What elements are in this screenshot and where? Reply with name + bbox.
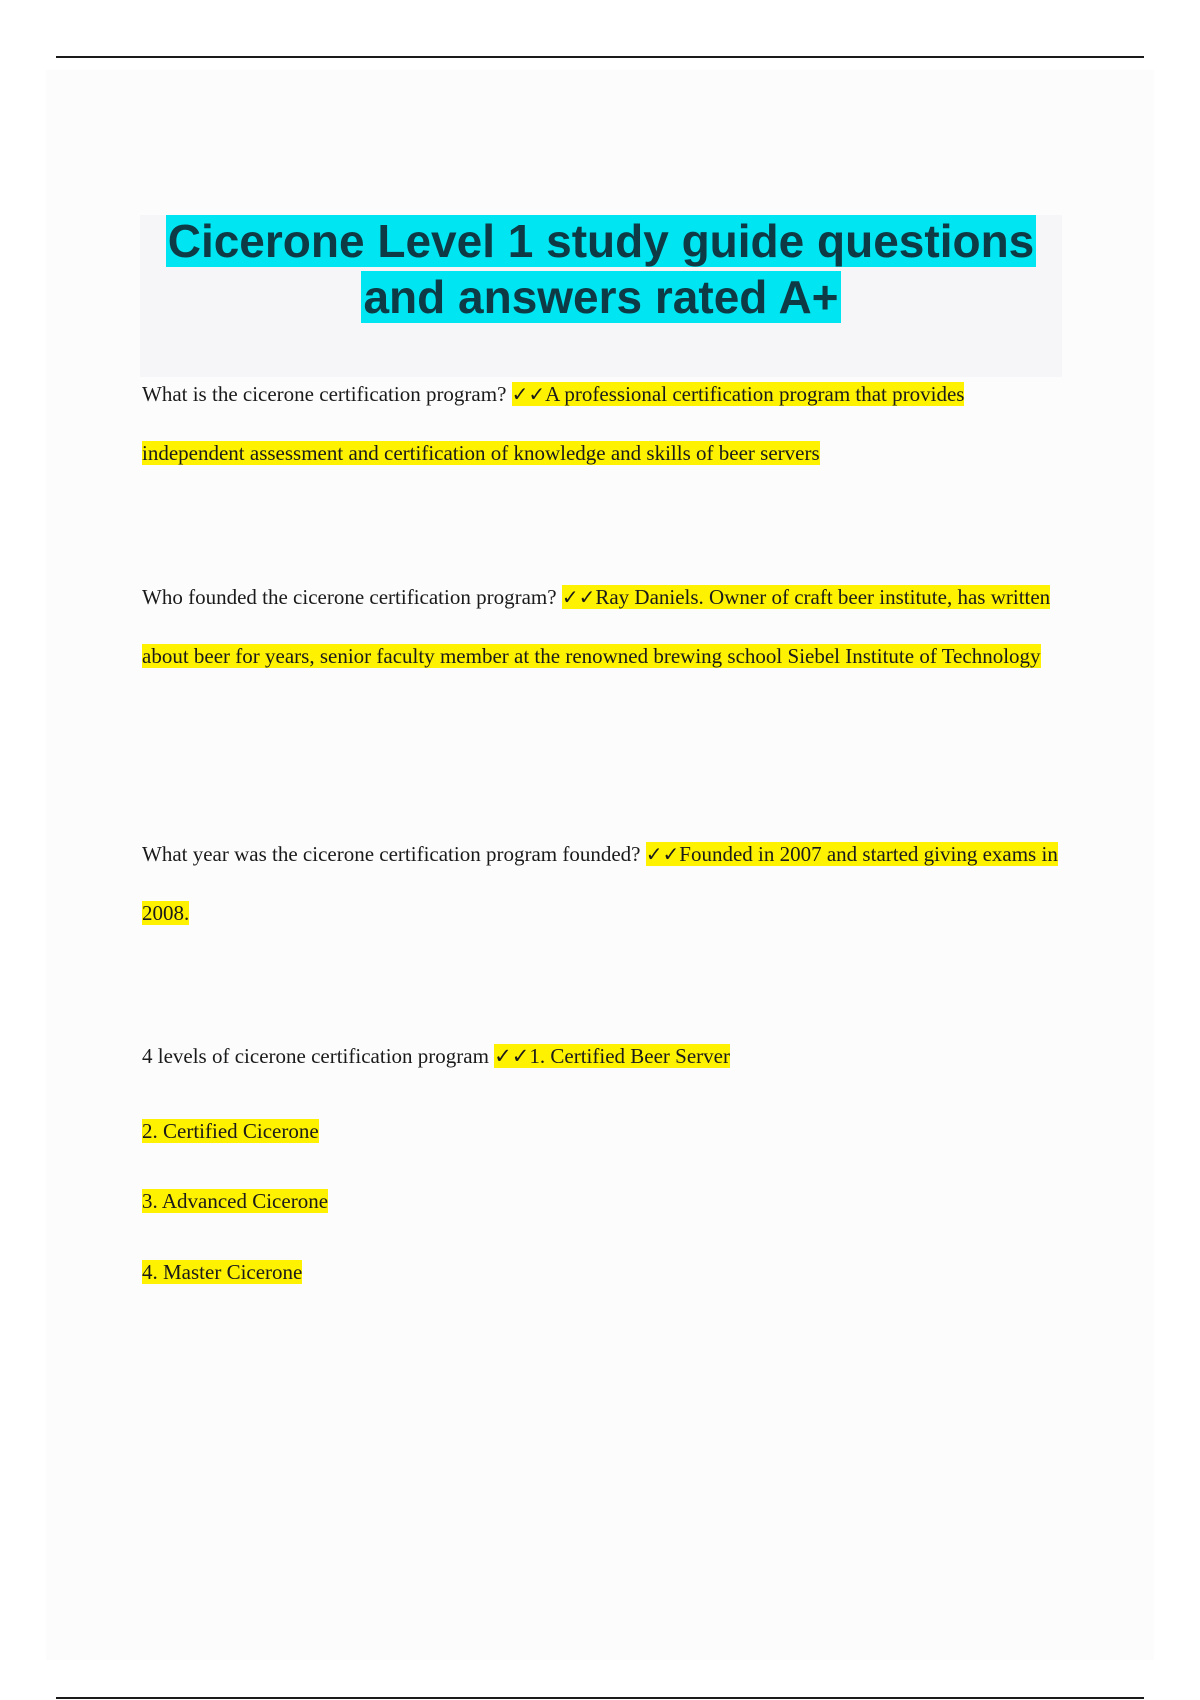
answer-level-3: 3. Advanced Cicerone (142, 1189, 329, 1213)
answer-level-2: 2. Certified Cicerone (142, 1119, 319, 1143)
question-text: 4 levels of cicerone certification program (142, 1044, 489, 1068)
title-line-1: Cicerone Level 1 study guide questions (167, 215, 1035, 267)
question-text: What is the cicerone certification program? (142, 382, 507, 406)
qa-item-4 (142, 1041, 730, 1071)
qa-item-3 (142, 825, 1072, 943)
check-marks-icon: ✓✓ (494, 1044, 530, 1068)
answer-level-1: 1. Certified Beer Server (529, 1044, 730, 1068)
answer-level-4: 4. Master Cicerone (142, 1260, 303, 1284)
level-item-2 (142, 1116, 319, 1146)
answer-text: Ray Daniels. Owner of craft beer institute, has written about beer for years, senior faculty member at the renowned brewing school Siebel Institute of Technology (142, 585, 1051, 668)
level-item-3 (142, 1186, 328, 1216)
qa-item-2 (142, 568, 1072, 686)
answer-text: A professional certification program that provides independent assessment and certification of knowledge and skills of beer servers (142, 382, 965, 465)
bottom-rule (56, 1697, 1144, 1699)
question-text: What year was the cicerone certification program founded? (142, 842, 641, 866)
top-rule (56, 56, 1144, 58)
check-marks-icon: ✓✓ (561, 585, 596, 609)
check-marks-icon: ✓✓ (645, 842, 680, 866)
answer-text: Founded in 2007 and started giving exams in 2008. (142, 842, 1058, 925)
title-line-2: and answers rated A+ (363, 271, 839, 323)
qa-item-1 (142, 365, 1072, 483)
question-text: Who founded the cicerone certification program? (142, 585, 557, 609)
document-title (140, 213, 1062, 325)
check-marks-icon: ✓✓ (511, 382, 546, 406)
level-item-4 (142, 1257, 302, 1287)
